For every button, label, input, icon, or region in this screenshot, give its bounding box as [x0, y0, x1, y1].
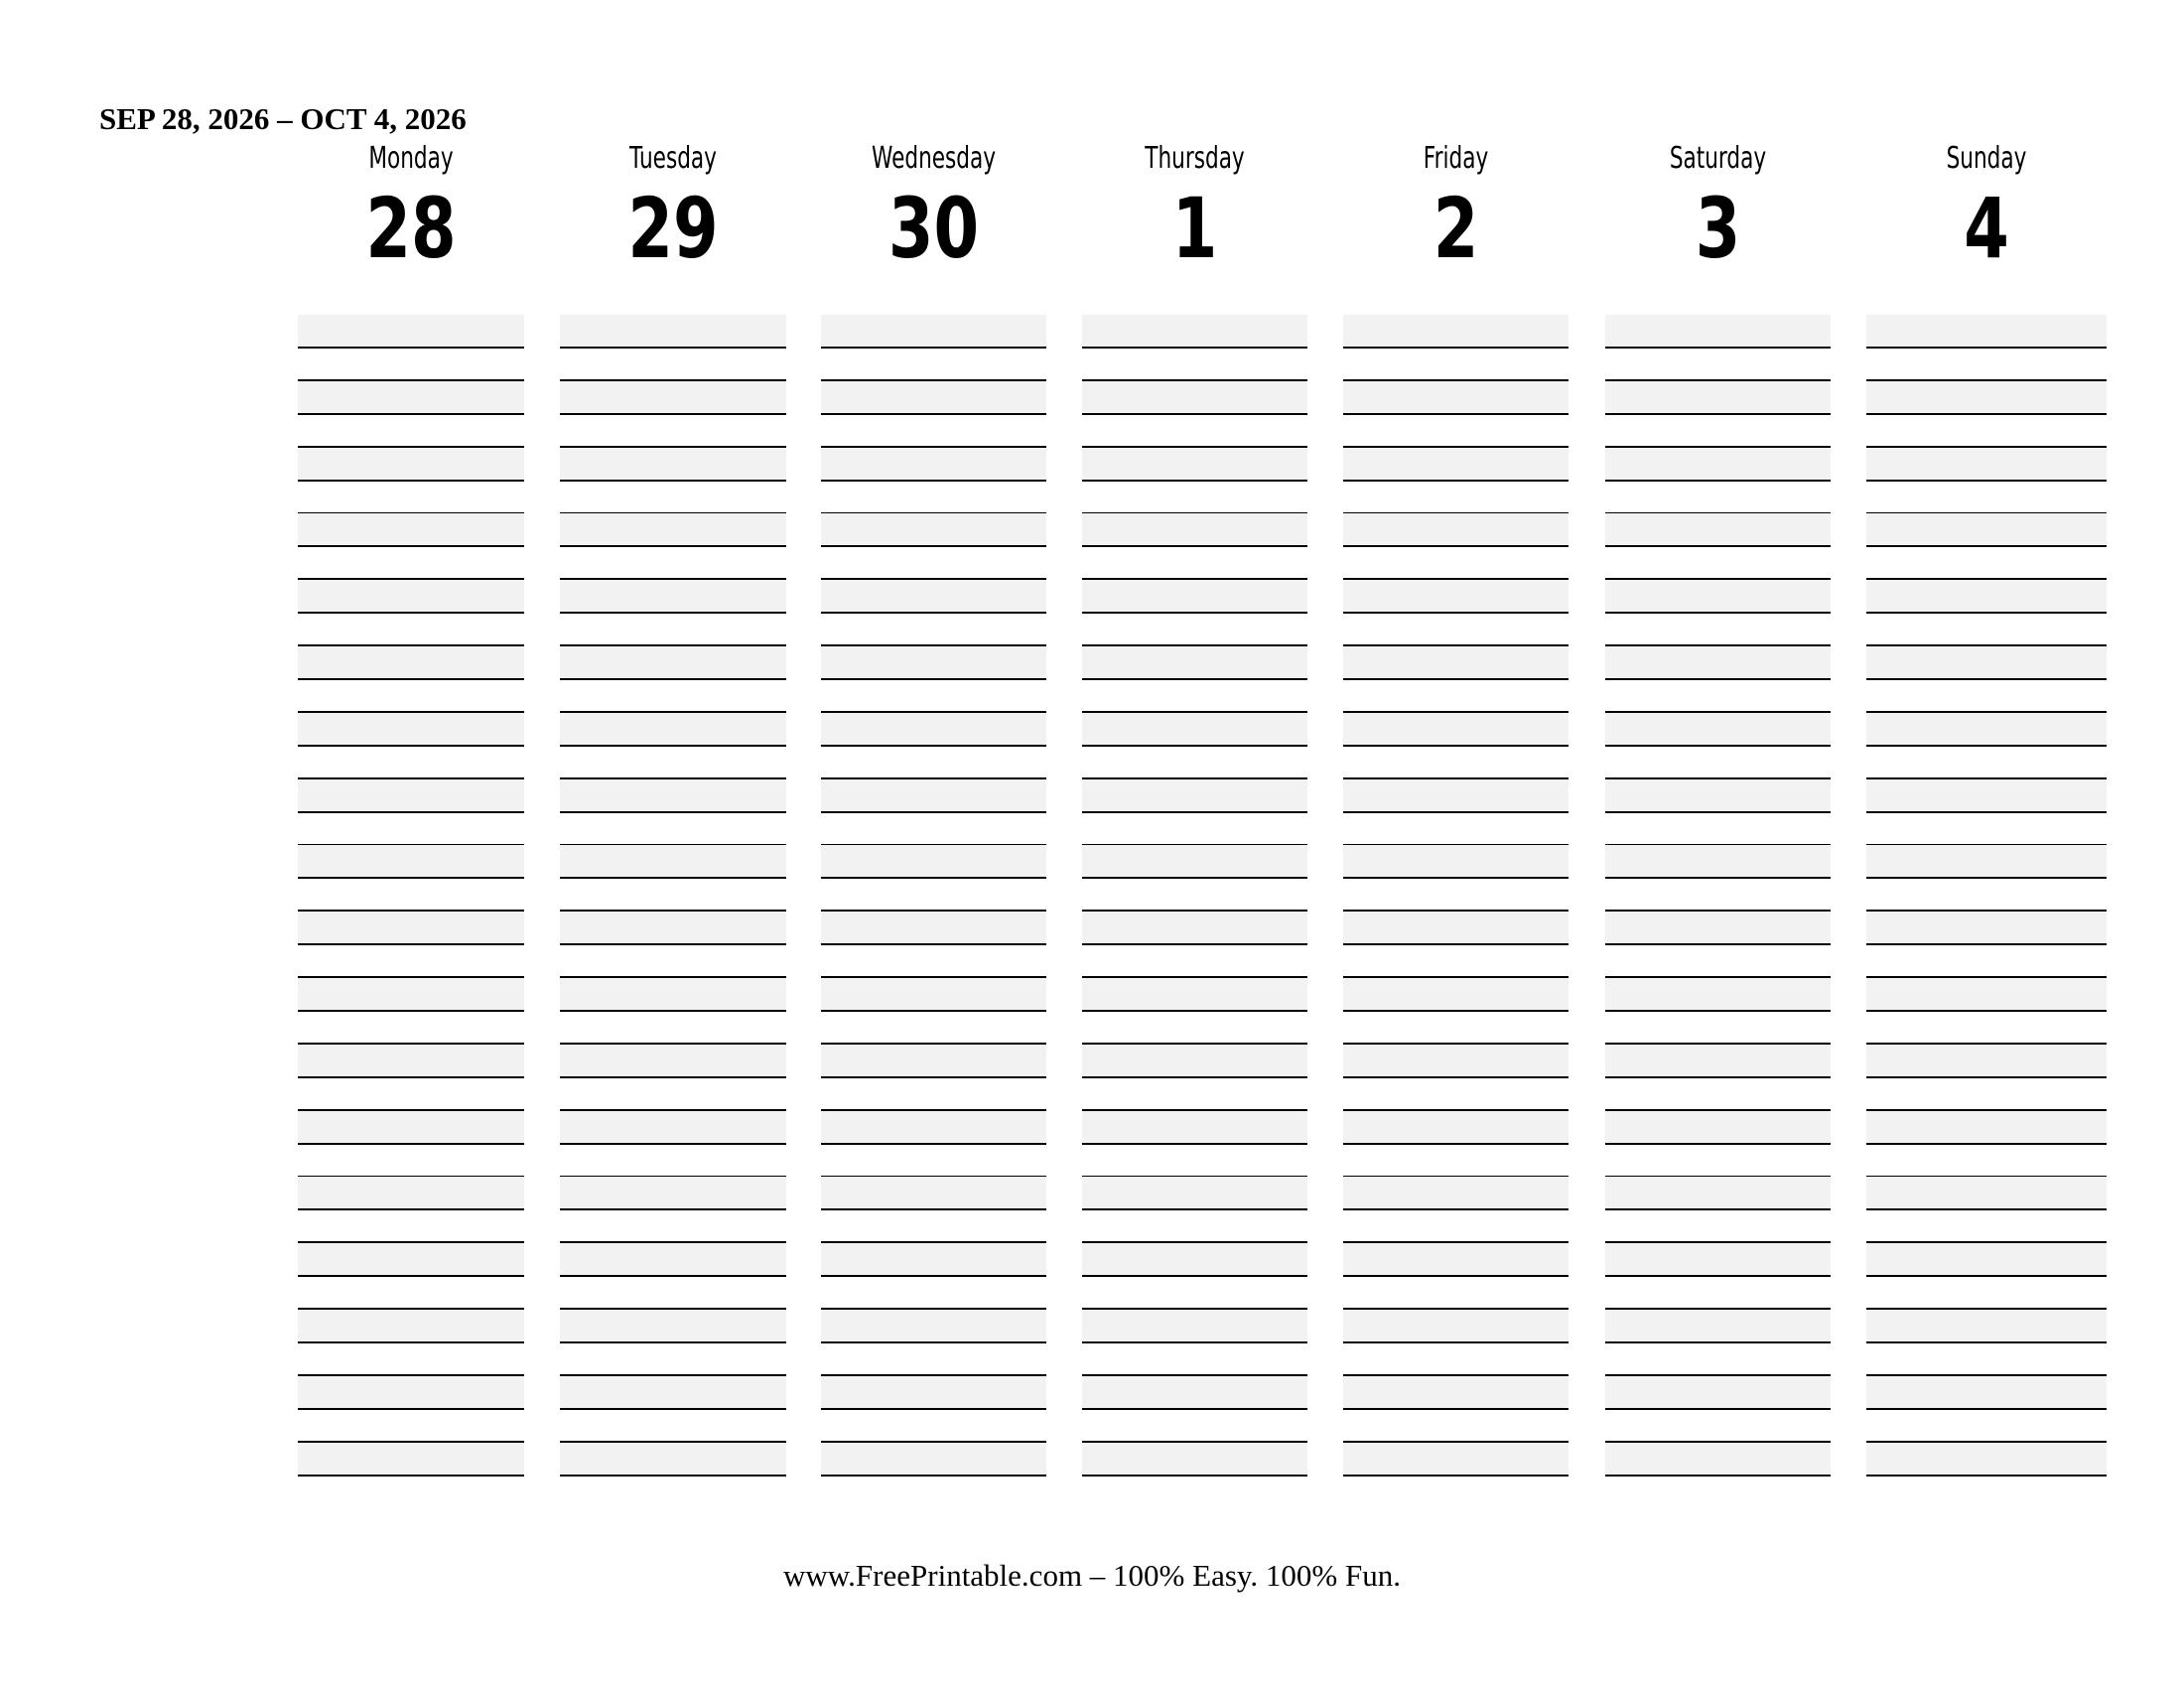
shaded-line-band	[1343, 912, 1569, 945]
shaded-line-band	[1082, 1310, 1307, 1343]
shaded-line-band	[298, 381, 524, 415]
writing-lines[interactable]	[1082, 315, 1307, 1481]
day-number: 30	[887, 180, 980, 277]
shaded-line-band	[821, 779, 1046, 813]
shaded-line-band	[298, 978, 524, 1012]
shaded-line-band	[821, 580, 1046, 614]
shaded-line-band	[1343, 381, 1569, 415]
shaded-line-band	[821, 1045, 1046, 1078]
shaded-line-band	[298, 845, 524, 879]
shaded-line-band	[1343, 1310, 1569, 1343]
shaded-line-band	[1866, 1376, 2107, 1410]
shaded-line-band	[1605, 1177, 1831, 1210]
shaded-line-band	[1866, 978, 2107, 1012]
shaded-line-band	[560, 381, 786, 415]
shaded-line-band	[560, 978, 786, 1012]
shaded-line-band	[821, 448, 1046, 482]
shaded-line-band	[1605, 1111, 1831, 1145]
shaded-line-band	[1082, 646, 1307, 680]
shaded-line-band	[821, 1243, 1046, 1277]
shaded-line-band	[560, 1376, 786, 1410]
shaded-line-band	[298, 315, 524, 349]
shaded-line-band	[1343, 1045, 1569, 1078]
shaded-line-band	[1343, 1111, 1569, 1145]
day-name: Thursday	[1145, 141, 1245, 176]
shaded-line-band	[1082, 1111, 1307, 1145]
shaded-line-band	[1082, 1177, 1307, 1210]
shaded-line-band	[560, 912, 786, 945]
shaded-line-band	[1866, 779, 2107, 813]
shaded-line-band	[560, 845, 786, 879]
shaded-line-band	[1343, 315, 1569, 349]
shaded-line-band	[1082, 1443, 1307, 1477]
shaded-line-band	[1082, 845, 1307, 879]
shaded-line-band	[560, 1045, 786, 1078]
shaded-line-band	[1866, 713, 2107, 747]
date-range-title: SEP 28, 2026 – OCT 4, 2026	[99, 101, 467, 136]
shaded-line-band	[1082, 448, 1307, 482]
day-name: Tuesday	[629, 141, 717, 176]
footer-text: www.FreePrintable.com – 100% Easy. 100% Fun.	[783, 1558, 1401, 1593]
shaded-line-band	[1866, 912, 2107, 945]
writing-lines[interactable]	[821, 315, 1046, 1481]
shaded-line-band	[1866, 646, 2107, 680]
shaded-line-band	[1082, 315, 1307, 349]
shaded-line-band	[1866, 513, 2107, 547]
shaded-line-band	[1082, 1045, 1307, 1078]
shaded-line-band	[1866, 1443, 2107, 1477]
shaded-line-band	[1343, 1177, 1569, 1210]
shaded-line-band	[1082, 1376, 1307, 1410]
shaded-line-band	[1605, 845, 1831, 879]
day-number: 28	[365, 180, 457, 277]
shaded-line-band	[1082, 912, 1307, 945]
shaded-line-band	[1866, 315, 2107, 349]
shaded-line-band	[1605, 580, 1831, 614]
shaded-line-band	[821, 1111, 1046, 1145]
writing-lines[interactable]	[560, 315, 786, 1481]
writing-lines[interactable]	[1605, 315, 1831, 1481]
shaded-line-band	[1605, 1310, 1831, 1343]
shaded-line-band	[1605, 1443, 1831, 1477]
shaded-line-band	[1605, 1243, 1831, 1277]
shaded-line-band	[298, 1310, 524, 1343]
shaded-line-band	[298, 1243, 524, 1277]
shaded-line-band	[298, 1177, 524, 1210]
shaded-line-band	[1605, 978, 1831, 1012]
shaded-line-band	[298, 646, 524, 680]
shaded-line-band	[1605, 646, 1831, 680]
shaded-line-band	[1605, 1376, 1831, 1410]
shaded-line-band	[560, 448, 786, 482]
shaded-line-band	[821, 646, 1046, 680]
shaded-line-band	[298, 1045, 524, 1078]
shaded-line-band	[1082, 978, 1307, 1012]
writing-lines[interactable]	[1343, 315, 1569, 1481]
shaded-line-band	[1866, 1310, 2107, 1343]
shaded-line-band	[1866, 1243, 2107, 1277]
shaded-line-band	[1343, 513, 1569, 547]
shaded-line-band	[1605, 912, 1831, 945]
shaded-line-band	[1605, 381, 1831, 415]
day-number: 4	[1964, 180, 2009, 277]
shaded-line-band	[821, 315, 1046, 349]
shaded-line-band	[1605, 448, 1831, 482]
shaded-line-band	[560, 713, 786, 747]
shaded-line-band	[1866, 381, 2107, 415]
shaded-line-band	[1605, 779, 1831, 813]
shaded-line-band	[1866, 1177, 2107, 1210]
shaded-line-band	[1343, 646, 1569, 680]
shaded-line-band	[1605, 1045, 1831, 1078]
day-name: Friday	[1423, 141, 1489, 176]
shaded-line-band	[1605, 713, 1831, 747]
shaded-line-band	[298, 513, 524, 547]
shaded-line-band	[560, 1310, 786, 1343]
shaded-line-band	[821, 978, 1046, 1012]
shaded-line-band	[560, 1111, 786, 1145]
day-name: Wednesday	[871, 141, 997, 176]
shaded-line-band	[1866, 1045, 2107, 1078]
shaded-line-band	[1343, 779, 1569, 813]
shaded-line-band	[298, 713, 524, 747]
shaded-line-band	[560, 779, 786, 813]
shaded-line-band	[298, 1443, 524, 1477]
shaded-line-band	[1343, 845, 1569, 879]
shaded-line-band	[1082, 381, 1307, 415]
shaded-line-band	[298, 448, 524, 482]
shaded-line-band	[1343, 448, 1569, 482]
writing-lines[interactable]	[1866, 315, 2107, 1481]
shaded-line-band	[1866, 448, 2107, 482]
day-number: 2	[1433, 180, 1479, 277]
shaded-line-band	[560, 1443, 786, 1477]
shaded-line-band	[821, 381, 1046, 415]
shaded-line-band	[560, 580, 786, 614]
shaded-line-band	[560, 315, 786, 349]
shaded-line-band	[1343, 580, 1569, 614]
shaded-line-band	[1343, 1443, 1569, 1477]
shaded-line-band	[1082, 779, 1307, 813]
shaded-line-band	[560, 1177, 786, 1210]
shaded-line-band	[1343, 978, 1569, 1012]
shaded-line-band	[1605, 315, 1831, 349]
shaded-line-band	[298, 1111, 524, 1145]
shaded-line-band	[1343, 1243, 1569, 1277]
day-number: 3	[1695, 180, 1741, 277]
shaded-line-band	[560, 513, 786, 547]
shaded-line-band	[1343, 1376, 1569, 1410]
shaded-line-band	[821, 845, 1046, 879]
shaded-line-band	[821, 713, 1046, 747]
day-number: 29	[627, 180, 719, 277]
shaded-line-band	[1082, 713, 1307, 747]
day-name: Monday	[368, 141, 454, 176]
shaded-line-band	[1866, 580, 2107, 614]
day-name: Saturday	[1669, 141, 1767, 176]
shaded-line-band	[560, 1243, 786, 1277]
shaded-line-band	[1082, 513, 1307, 547]
shaded-line-band	[1866, 845, 2107, 879]
shaded-line-band	[821, 1177, 1046, 1210]
shaded-line-band	[821, 1310, 1046, 1343]
shaded-line-band	[1605, 513, 1831, 547]
day-name: Sunday	[1946, 141, 2027, 176]
shaded-line-band	[1082, 1243, 1307, 1277]
shaded-line-band	[821, 1443, 1046, 1477]
shaded-line-band	[821, 1376, 1046, 1410]
shaded-line-band	[821, 513, 1046, 547]
shaded-line-band	[560, 646, 786, 680]
writing-lines[interactable]	[298, 315, 524, 1481]
shaded-line-band	[298, 580, 524, 614]
shaded-line-band	[298, 779, 524, 813]
shaded-line-band	[1082, 580, 1307, 614]
shaded-line-band	[821, 912, 1046, 945]
shaded-line-band	[298, 912, 524, 945]
day-number: 1	[1171, 180, 1218, 277]
shaded-line-band	[1343, 713, 1569, 747]
shaded-line-band	[298, 1376, 524, 1410]
shaded-line-band	[1866, 1111, 2107, 1145]
